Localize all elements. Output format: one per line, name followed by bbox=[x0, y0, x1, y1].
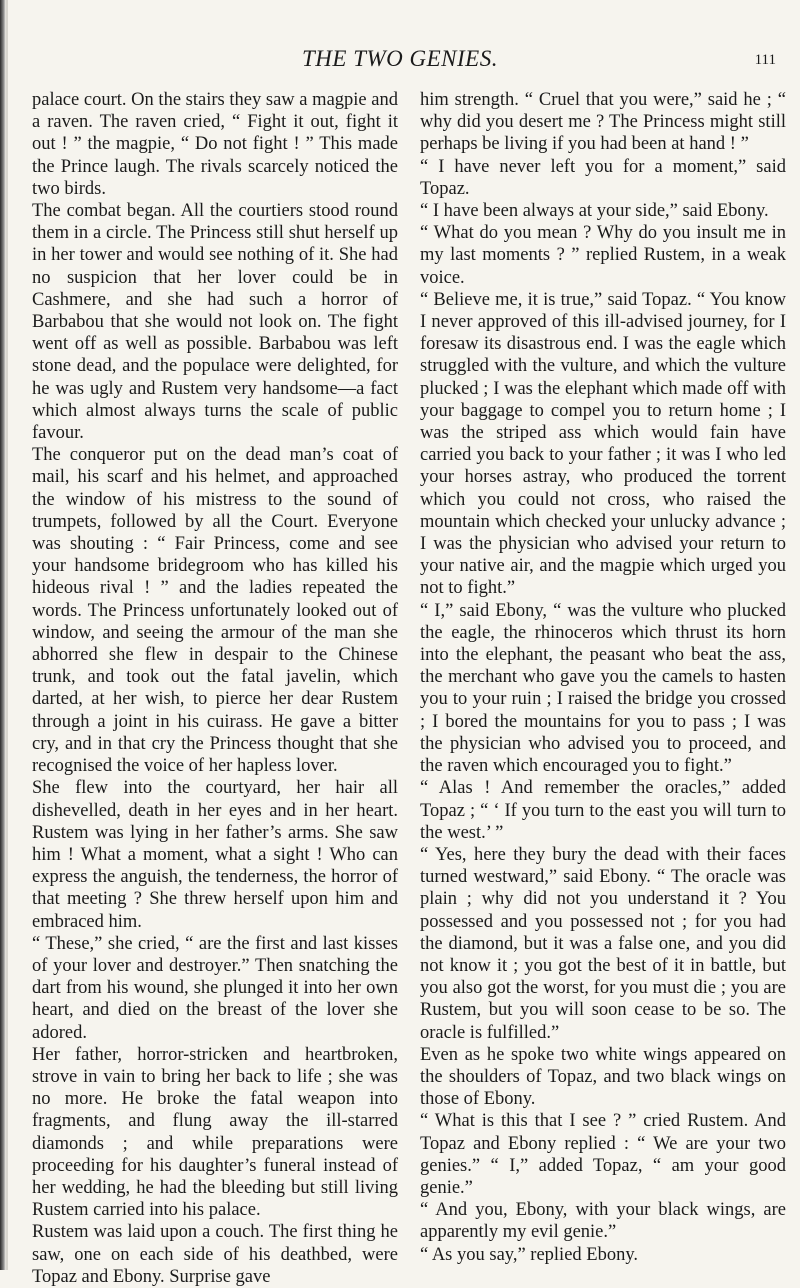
paragraph: “ Believe me, it is true,” said Topaz. “ You know I never approved of this ill-advised journey, for I foresaw its disastrous end. I was the eagle which struggled with the vulture, and which the vulture plucked ; I was the elephant which made off with your baggage to compel you to return home ; I was the striped ass which would fain have carried you back to your father ; it was I who led your horses astray, who produced the torrent which you could not cross, who raised the mountain which checked your unlucky advance ; I was the physician who advised your return to your native air, and the magpie which urged you not to fight.” bbox=[420, 289, 786, 599]
paragraph: The combat began. All the courtiers stood round them in a circle. The Princess still shut herself up in her tower and would see nothing of it. She had no suspicion that her lover could be in Cashmere, and she had such a horror of Barbabou that she would not look on. The fight went off as well as possible. Barbabou was left stone dead, and the populace were delighted, for he was ugly and Rustem very handsome—a fact which almost always turns the scale of public favour. bbox=[32, 201, 398, 444]
paragraph: palace court. On the stairs they saw a magpie and a raven. The raven cried, “ Fight it out, fight it out ! ” the magpie, “ Do not fight ! ” This made the Prince laugh. The rivals scarcely noticed the two birds. bbox=[32, 90, 398, 199]
paragraph: “ I,” said Ebony, “ was the vulture who plucked the eagle, the rhinoceros which thrust its horn into the elephant, the peasant who beat the ass, the merchant who gave you the camels to hasten you to your ruin ; I raised the bridge you crossed ; I bored the mountains for you to pass ; I was the physician who advised you to proceed, and the raven which encouraged you to fight.” bbox=[420, 600, 786, 777]
paragraph: “ And you, Ebony, with your black wings, are apparently my evil genie.” bbox=[420, 1200, 786, 1243]
paragraph: “ I have never left you for a moment,” said Topaz. bbox=[420, 156, 786, 199]
paragraph: Rustem was laid upon a couch. The first thing he saw, one on each side of his deathbed, were Topaz and Ebony. Surprise gave bbox=[32, 1222, 398, 1287]
paragraph: him strength. “ Cruel that you were,” said he ; “ why did you desert me ? The Princess might still perhaps be living if you had been at hand ! ” bbox=[420, 90, 786, 155]
paragraph: “ I have been always at your side,” said Ebony. bbox=[420, 201, 769, 222]
right-column bbox=[420, 89, 786, 1266]
left-column bbox=[32, 89, 398, 1288]
paragraph: The conqueror put on the dead man’s coat of mail, his scarf and his helmet, and approached the window of his mistress to the sound of trumpets, followed by all the Court. Everyone was shouting : “ Fair Princess, come and see your handsome bridegroom who has killed his hideous rival ! ” and the ladies repeated the words. The Princess unfortunately looked out of window, and seeing the armour of the man she abhorred she flew in despair to the Chinese trunk, and took out the fatal javelin, which darted, at her wish, to pierce her dear Rustem through a joint in his cuirass. He gave a bitter cry, and in that cry the Princess thought that she recognised the voice of her hapless lover. bbox=[32, 445, 398, 777]
paragraph: “ What is this that I see ? ” cried Rustem. And Topaz and Ebony replied : “ We are your two genies.” “ I,” added Topaz, “ am your good genie.” bbox=[420, 1111, 786, 1198]
paragraph: “ These,” she cried, “ are the first and last kisses of your lover and destroyer.” Then snatching the dart from his wound, she plunged it into her own heart, and died on the breast of the lover she adored. bbox=[32, 933, 398, 1043]
paragraph: “ As you say,” replied Ebony. bbox=[420, 1244, 639, 1265]
paragraph: Her father, horror-stricken and heartbroken, strove in vain to bring her back to life ; she was no more. He broke the fatal weapon into fragments, and flung away the ill-starred diamonds ; and while preparations were proceeding for his daughter’s funeral instead of her wedding, he had the bleeding but still living Rustem carried into his palace. bbox=[32, 1044, 398, 1221]
page-header bbox=[0, 46, 800, 76]
paragraph: “ What do you mean ? Why do you insult me in my last moments ? ” replied Rustem, in a weak voice. bbox=[420, 223, 786, 288]
running-title: THE TWO GENIES. bbox=[302, 46, 498, 71]
paragraph: “ Yes, here they bury the dead with their faces turned westward,” said Ebony. “ The oracle was plain ; why did not you understand it ? You possessed and you possessed not ; for you had the diamond, but it was a false one, and you did not know it ; you got the best of it in battle, but you also got the worst, for you must die ; you are Rustem, but you will soon cease to be so. The oracle is fulfilled.” bbox=[420, 844, 786, 1043]
paragraph: “ Alas ! And remember the oracles,” added Topaz ; “ ‘ If you turn to the east you will turn to the west.’ ” bbox=[420, 778, 786, 843]
paragraph: She flew into the courtyard, her hair all dishevelled, death in her eyes and in her heart. Rustem was lying in her father’s arms. She saw him ! What a moment, what a sight ! Who can express the anguish, the tenderness, the horror of that meeting ? She threw herself upon him and embraced him. bbox=[32, 778, 398, 932]
page-number: 111 bbox=[754, 52, 776, 68]
page-edge-line bbox=[6, 0, 8, 1270]
paragraph: Even as he spoke two white wings appeared on the shoulders of Topaz, and two black wings on those of Ebony. bbox=[420, 1044, 786, 1110]
